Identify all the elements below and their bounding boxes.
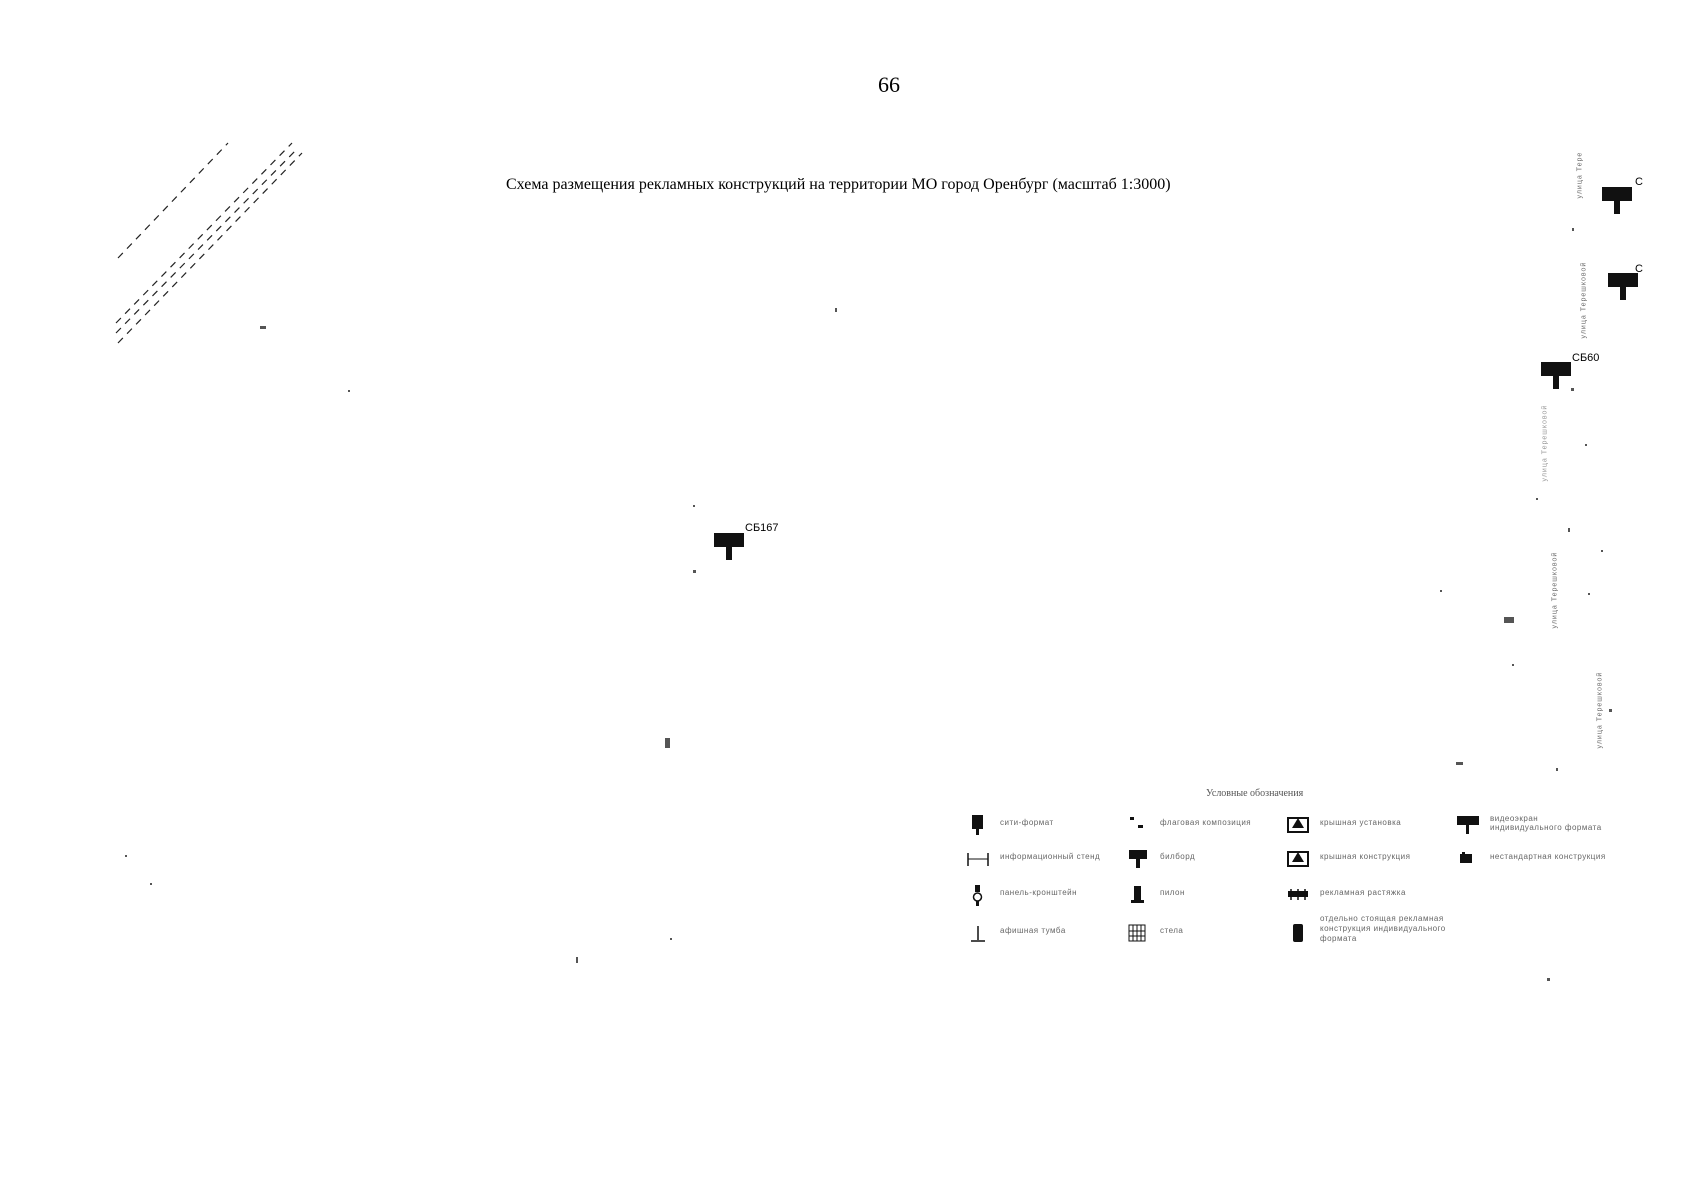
roof-construction-icon — [1286, 848, 1310, 870]
legend-item — [966, 922, 1146, 944]
billboard-marker[interactable] — [714, 533, 744, 561]
legend-label: крышная установка — [1320, 818, 1402, 827]
legend-label: крышная конструкция — [1320, 852, 1411, 861]
billboard-icon — [714, 533, 744, 547]
legend-label: рекламная растяжка — [1320, 888, 1406, 897]
legend-label: билборд — [1160, 852, 1196, 861]
bracket-panel-icon — [966, 884, 990, 906]
billboard-icon — [1602, 187, 1632, 201]
street-label: улица Терешковой — [1551, 551, 1559, 629]
map-title: Схема размещения рекламных конструкций на территории МО город Оренбург (масштаб 1:3000) — [506, 176, 1171, 193]
stela-icon — [1126, 922, 1150, 944]
legend-item — [1286, 848, 1456, 870]
billboard-leg — [1614, 200, 1620, 214]
street-label: улица Терешковой — [1541, 404, 1549, 482]
individual-format-icon — [1286, 922, 1310, 944]
legend-label: стела — [1160, 926, 1184, 935]
non-standard-construction-icon — [1456, 848, 1480, 870]
billboard-marker[interactable] — [1602, 187, 1632, 215]
billboard-icon — [1541, 362, 1571, 376]
page-number: 66 — [878, 72, 900, 97]
banner-stretch-icon — [1286, 884, 1310, 906]
video-screen-icon — [1456, 814, 1480, 836]
legend-label: флаговая композиция — [1160, 818, 1252, 827]
legend-label: нестандартная конструкция — [1490, 852, 1606, 861]
legend-item — [1126, 848, 1286, 870]
legend-item — [1456, 814, 1606, 836]
flag-composition-icon — [1126, 814, 1150, 836]
info-stand-icon — [966, 848, 990, 870]
legend-item — [1286, 814, 1446, 836]
street-label: улица Терешковой — [1596, 671, 1604, 749]
street-label: улица Терешковой — [1580, 261, 1588, 339]
billboard-leg — [1620, 286, 1626, 300]
legend-label: видеоэкран индивидуального формата — [1490, 814, 1602, 832]
legend-label: панель-кронштейн — [1000, 888, 1078, 897]
legend-item — [1126, 814, 1286, 836]
city-format-icon — [966, 814, 990, 836]
street-label: улица Тере — [1576, 151, 1584, 199]
billboard-leg — [1553, 375, 1559, 389]
construction-code: С — [1635, 176, 1643, 188]
legend-title: Условные обозначения — [1206, 788, 1304, 799]
legend-item — [966, 814, 1146, 836]
legend-label: пилон — [1160, 888, 1185, 897]
pylon-icon — [1126, 884, 1150, 906]
legend-item — [1126, 922, 1286, 944]
billboard-marker[interactable] — [1608, 273, 1638, 301]
billboard-icon — [1126, 848, 1150, 870]
poster-stand-icon — [966, 922, 990, 944]
construction-code: СБ167 — [745, 522, 779, 534]
legend-item — [1286, 884, 1456, 906]
legend-item — [966, 848, 1146, 870]
dashed-road-lines — [116, 143, 302, 343]
legend-item — [1286, 914, 1456, 954]
legend-label: отдельно стоящая рекламная конструкция индивидуального формата — [1320, 914, 1446, 943]
billboard-marker[interactable] — [1541, 362, 1571, 390]
construction-code: С — [1635, 263, 1643, 275]
construction-code: СБ60 — [1572, 352, 1600, 364]
roof-installation-icon — [1286, 814, 1310, 836]
legend-label: сити-формат — [1000, 818, 1054, 827]
billboard-leg — [726, 546, 732, 560]
legend-label: информационный стенд — [1000, 852, 1101, 861]
legend-item — [966, 884, 1146, 906]
billboard-icon — [1608, 273, 1638, 287]
legend-item — [1456, 848, 1606, 870]
legend-item — [1126, 884, 1286, 906]
legend-label: афишная тумба — [1000, 926, 1066, 935]
